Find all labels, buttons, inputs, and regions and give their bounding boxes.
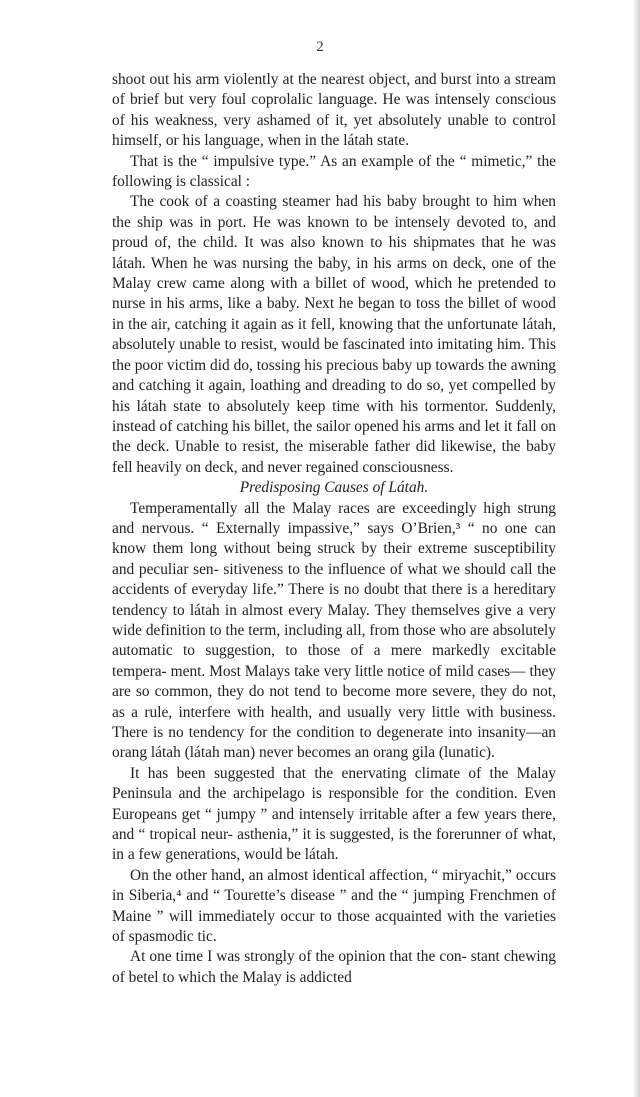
- page-edge-shadow: [633, 0, 640, 1097]
- paragraph: On the other hand, an almost identical affection, “ miryachit,” occurs in Siberia,⁴ and “ Tourette’s disease ” and the “ jumping Frenchmen of Maine ” will immediately occur to those acquainted with the varieties of spasmodic tic.: [112, 866, 556, 946]
- paragraph: At one time I was strongly of the opinion that the con- stant chewing of betel to which the Malay is addicted: [112, 948, 556, 986]
- section-heading: Predisposing Causes of Látah.: [239, 479, 429, 497]
- paragraph: shoot out his arm violently at the nearest object, and burst into a stream of brief but very foul coprolalic language. He was intensely conscious of his weakness, very ashamed of it, yet absolutely unable to control himself, or his language, when in the látah state.: [112, 71, 556, 150]
- page-number: 2: [316, 39, 324, 55]
- paragraph: That is the “ impulsive type.” As an example of the “ mimetic,” the following is classical :: [112, 152, 556, 191]
- paragraph: It has been suggested that the enervating climate of the Malay Peninsula and the archipelago is responsible for the condition. Even Europeans get “ jumpy ” and intensely irritable after a few years there, and “ tropical neur- asthenia,” it is suggested, is the forerunner of what, in a few generations, would be látah.: [112, 764, 556, 864]
- paragraph: Temperamentally all the Malay races are exceedingly high strung and nervous. “ Externally impassive,” says O’Brien,³ “ no one can know them long without being struck by their extreme susceptibility and peculiar sen- sitiveness to the influence of what we should call the accidents of everyday life.” There is no doubt that there is a hereditary tendency to látah in almost every Malay. They themselves give a very wide definition to the term, including all, from those who are absolutely automatic to suggestion, to those of a mere markedly excitable tempera- ment. Most Malays take very little notice of mild cases— they are so common, they do not tend to become more severe, they do not, as a rule, interfere with health, and usually very little with business. There is no tendency for the condition to degenerate into insanity—an orang látah (látah man) never becomes an orang gila (lunatic).: [112, 499, 556, 762]
- body-text: [112, 70, 556, 988]
- paragraph: The cook of a coasting steamer had his baby brought to him when the ship was in port. He was known to be intensely devoted to, and proud of, the child. It was also known to his shipmates that he was látah. When he was nursing the baby, in his arms on deck, one of the Malay crew came along with a billet of wood, which he pretended to nurse in his arms, like a baby. Next he began to toss the billet of wood in the air, catching it again as it fell, knowing that the unfortunate látah, absolutely unable to resist, would be fascinated into imitating him. This the poor victim did do, tossing his precious baby up towards the awning and catching it again, loathing and dreading to do so, yet compelled by his látah state to absolutely keep time with his tormentor. Suddenly, instead of catching his billet, the sailor opened his arms and let it fall on the deck. Unable to resist, the miserable father did likewise, the baby fell heavily on deck, and never regained consciousness.: [112, 193, 556, 476]
